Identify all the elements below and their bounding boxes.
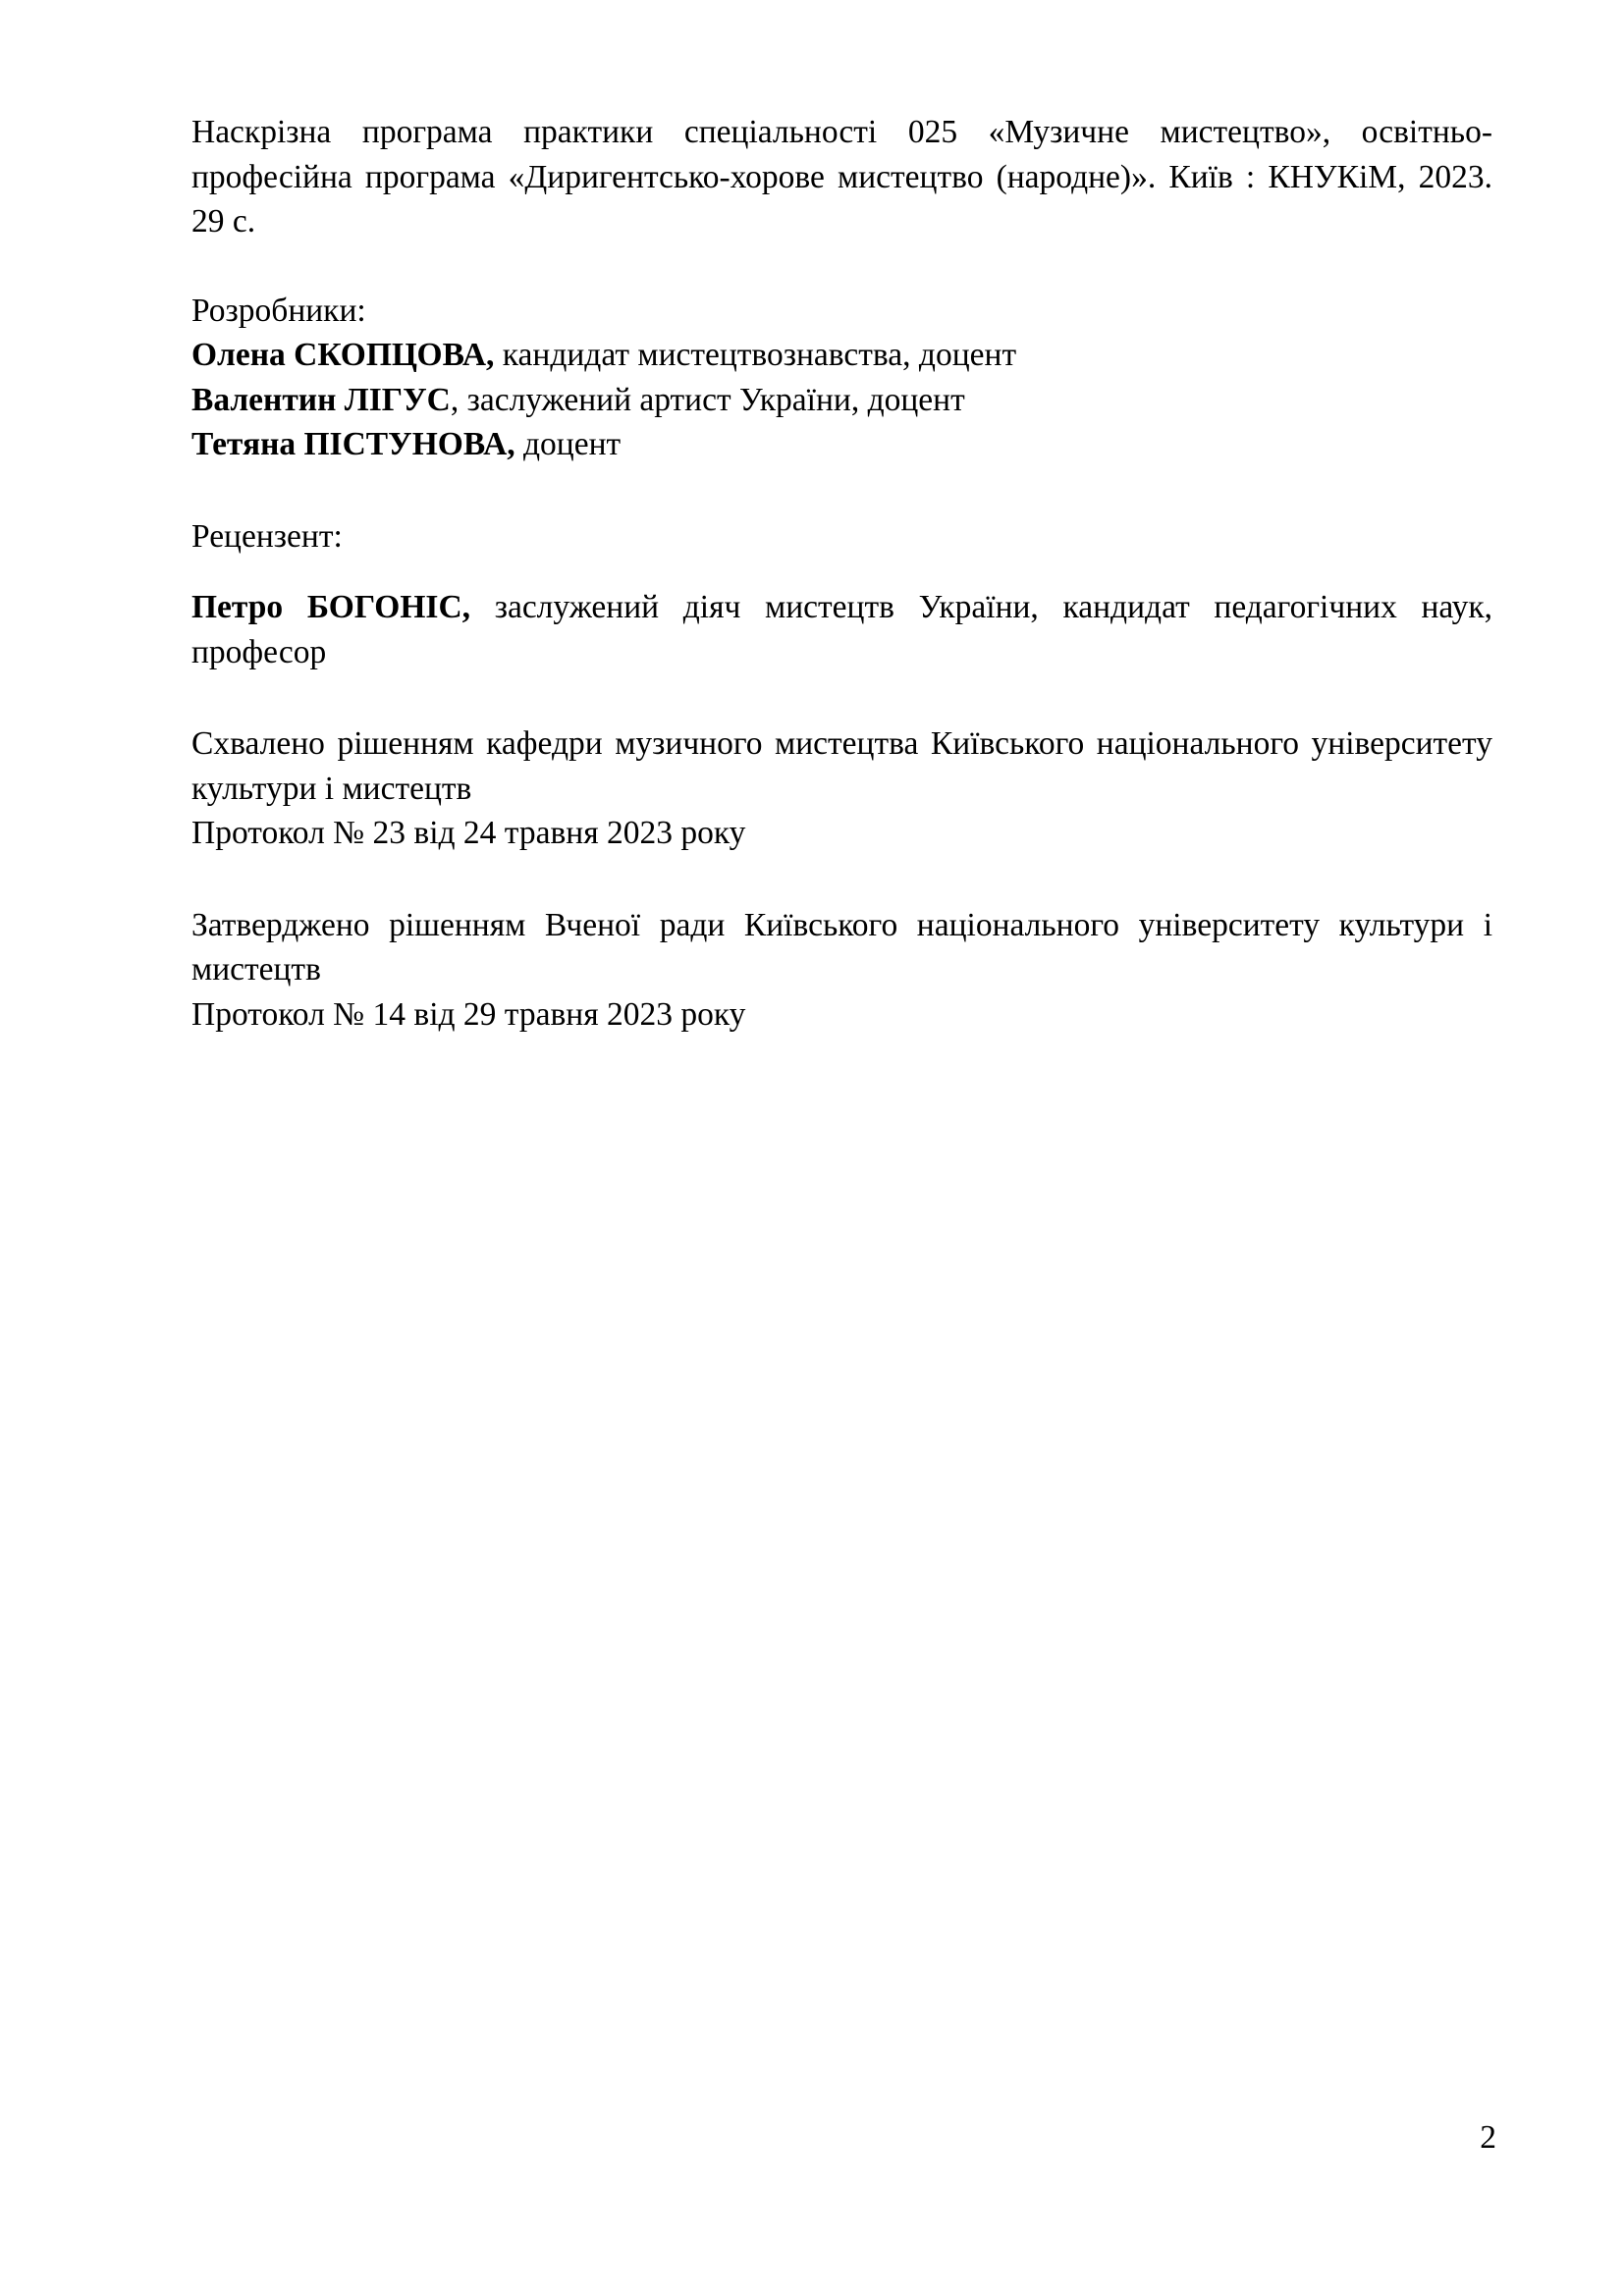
developer-entry-1 bbox=[191, 333, 1492, 378]
page-content bbox=[191, 110, 1501, 1037]
reviewer-heading: Рецензент: bbox=[191, 517, 343, 555]
reviewer-titles: заслужений діяч мистецтв України, кандидат педагогічних наук, професор bbox=[191, 589, 1501, 670]
approved-council-protocol: Протокол № 14 від 29 травня 2023 року bbox=[191, 995, 746, 1033]
spacer bbox=[191, 559, 1492, 585]
approved-department-text: Схвалено рішенням кафедри музичного мистецтва Київського національного університету культури і мистецтв bbox=[191, 725, 1501, 807]
spacer bbox=[191, 244, 1492, 289]
reviewer-name: Петро БОГОНІС, bbox=[191, 589, 471, 625]
developer-name-2: Валентин ЛІГУС bbox=[191, 381, 451, 418]
developer-entry-3 bbox=[191, 422, 1492, 467]
spacer bbox=[191, 467, 1492, 514]
approved-department-protocol: Протокол № 23 від 24 травня 2023 року bbox=[191, 815, 746, 851]
developer-titles-3: доцент bbox=[514, 426, 622, 462]
developer-titles-1: кандидат мистецтвознавства, доцент bbox=[494, 337, 1017, 373]
developers-heading: Розробники: bbox=[191, 292, 366, 329]
developer-name-1: Олена СКОПЦОВА, bbox=[191, 337, 495, 373]
developer-name-3: Тетяна ПІСТУНОВА, bbox=[191, 426, 515, 462]
spacer bbox=[191, 674, 1492, 721]
spacer bbox=[191, 856, 1492, 903]
developer-entry-2 bbox=[191, 378, 1492, 423]
citation-paragraph: Наскрізна програма практики спеціальності 025 «Музичне мистецтво», освітньо-професійна програма «Диригентсько-хорове мистецтво (народне)». Київ : КНУКіМ, 2023. 29 с. bbox=[191, 114, 1501, 240]
page-number: 2 bbox=[1480, 2119, 1496, 2156]
reviewer-entry bbox=[191, 585, 1501, 674]
developer-titles-2: , заслужений артист України, доцент bbox=[450, 381, 965, 418]
approved-council-text: Затверджено рішенням Вченої ради Київського національного університету культури і мистецтв bbox=[191, 906, 1501, 988]
